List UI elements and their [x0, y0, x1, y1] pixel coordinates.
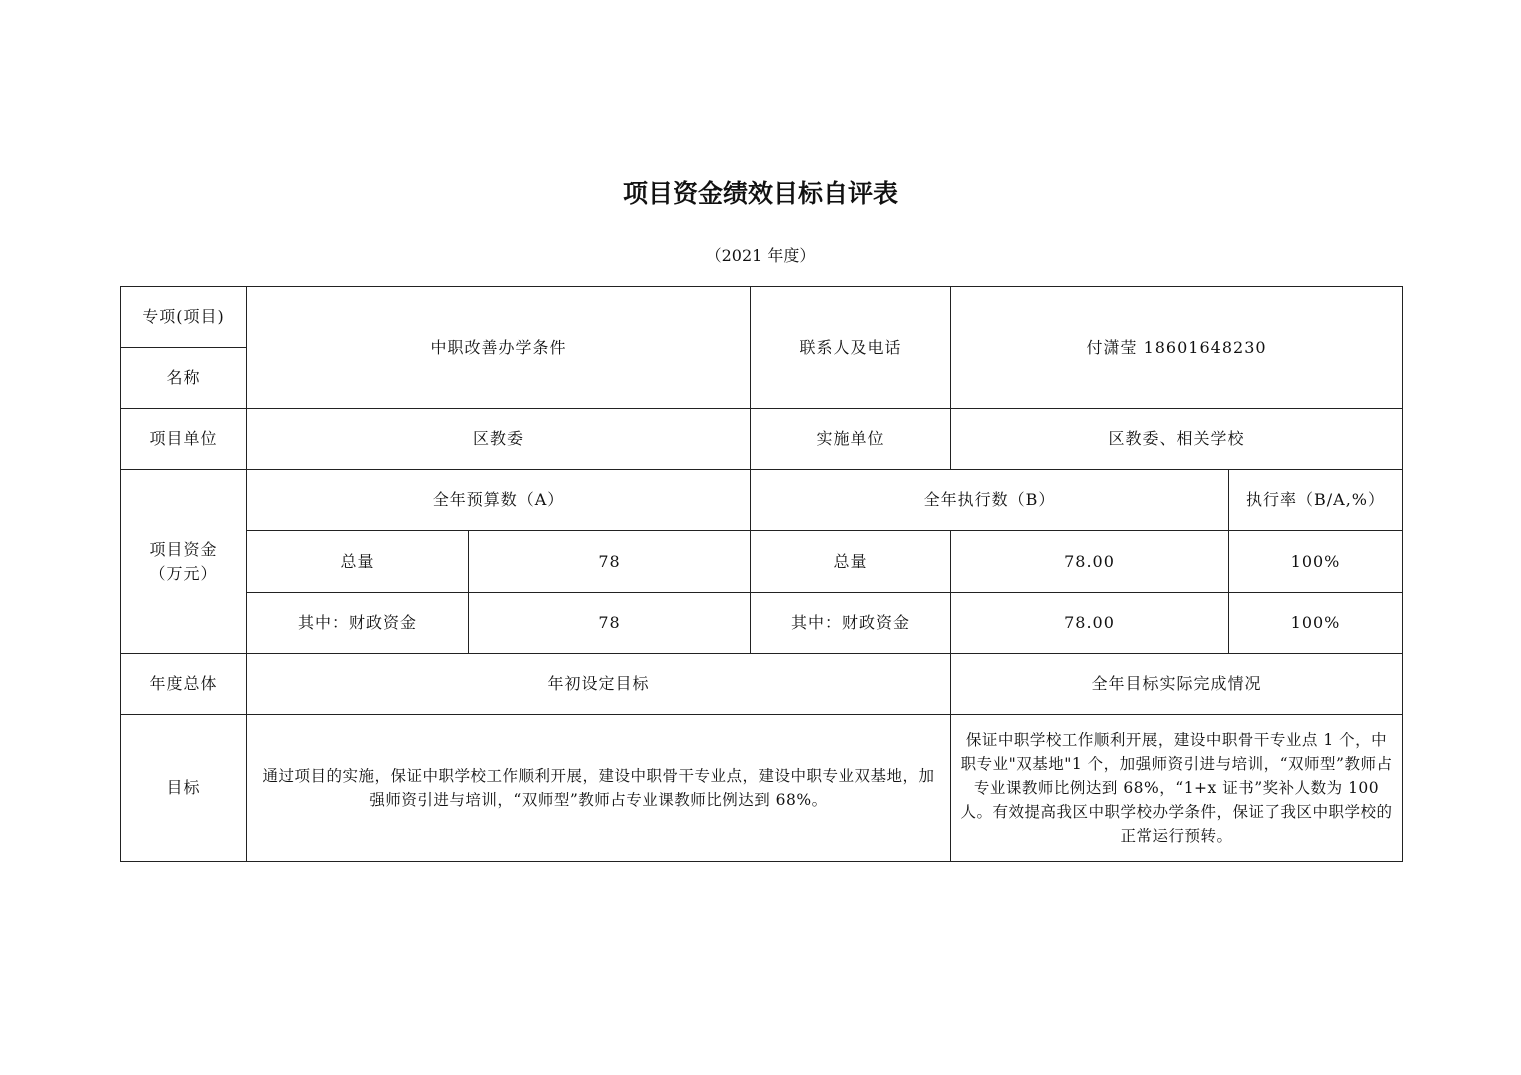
document-year: （2021 年度）: [705, 246, 816, 265]
execution-fiscal-value: 78.00: [951, 593, 1229, 654]
table-row: [121, 409, 1403, 470]
table-row: [121, 715, 1403, 862]
performance-evaluation-table: [120, 286, 1403, 862]
contact-label: 联系人及电话: [751, 287, 951, 409]
initial-goal-text: 通过项目的实施，保证中职学校工作顺利开展，建设中职骨干专业点，建设中职专业双基地，加强师资引进与培训，“双师型”教师占专业课教师比例达到 68%。: [247, 715, 951, 862]
table-row: [121, 531, 1403, 593]
project-unit-label: 项目单位: [121, 409, 247, 470]
execution-fiscal-label: 其中：财政资金: [751, 593, 951, 654]
budget-fiscal-label: 其中：财政资金: [247, 593, 469, 654]
table-row: [121, 654, 1403, 715]
execution-rate-header: 执行率（B/A,%）: [1229, 470, 1403, 531]
implementing-unit-label: 实施单位: [751, 409, 951, 470]
project-unit-value: 区教委: [247, 409, 751, 470]
table-row: [121, 470, 1403, 531]
table-row: [121, 287, 1403, 348]
project-funds-label: [121, 470, 247, 654]
budget-fiscal-value: 78: [469, 593, 751, 654]
implementing-unit-value: 区教委、相关学校: [951, 409, 1403, 470]
project-name-label-bottom: 名称: [121, 348, 247, 409]
execution-total-rate: 100%: [1229, 531, 1403, 593]
execution-total-value: 78.00: [951, 531, 1229, 593]
contact-value: 付潇莹 18601648230: [951, 287, 1403, 409]
document-title: 项目资金绩效目标自评表: [622, 179, 898, 208]
project-name-label-top: 专项(项目): [121, 287, 247, 348]
project-funds-label-line1: 项目资金: [149, 539, 218, 559]
budget-total-label: 总量: [247, 531, 469, 593]
execution-total-label: 总量: [751, 531, 951, 593]
annual-goal-label-bottom: 目标: [121, 715, 247, 862]
annual-goal-label-top: 年度总体: [121, 654, 247, 715]
project-name-value: 中职改善办学条件: [247, 287, 751, 409]
initial-goal-header: 年初设定目标: [247, 654, 951, 715]
actual-completion-text: 保证中职学校工作顺利开展，建设中职骨干专业点 1 个，中职专业"双基地"1 个，加强师资引进与培训，“双师型”教师占专业课教师比例达到 68%，“1+x 证书”奖补人数为 100 人。有效提高我区中职学校办学条件，保证了我区中职学校的正常运行预转。: [951, 715, 1403, 862]
budget-total-value: 78: [469, 531, 751, 593]
annual-execution-header: 全年执行数（B）: [751, 470, 1229, 531]
table-row: [121, 593, 1403, 654]
project-funds-label-line2: （万元）: [149, 563, 218, 583]
execution-fiscal-rate: 100%: [1229, 593, 1403, 654]
actual-completion-header: 全年目标实际完成情况: [951, 654, 1403, 715]
annual-budget-header: 全年预算数（A）: [247, 470, 751, 531]
